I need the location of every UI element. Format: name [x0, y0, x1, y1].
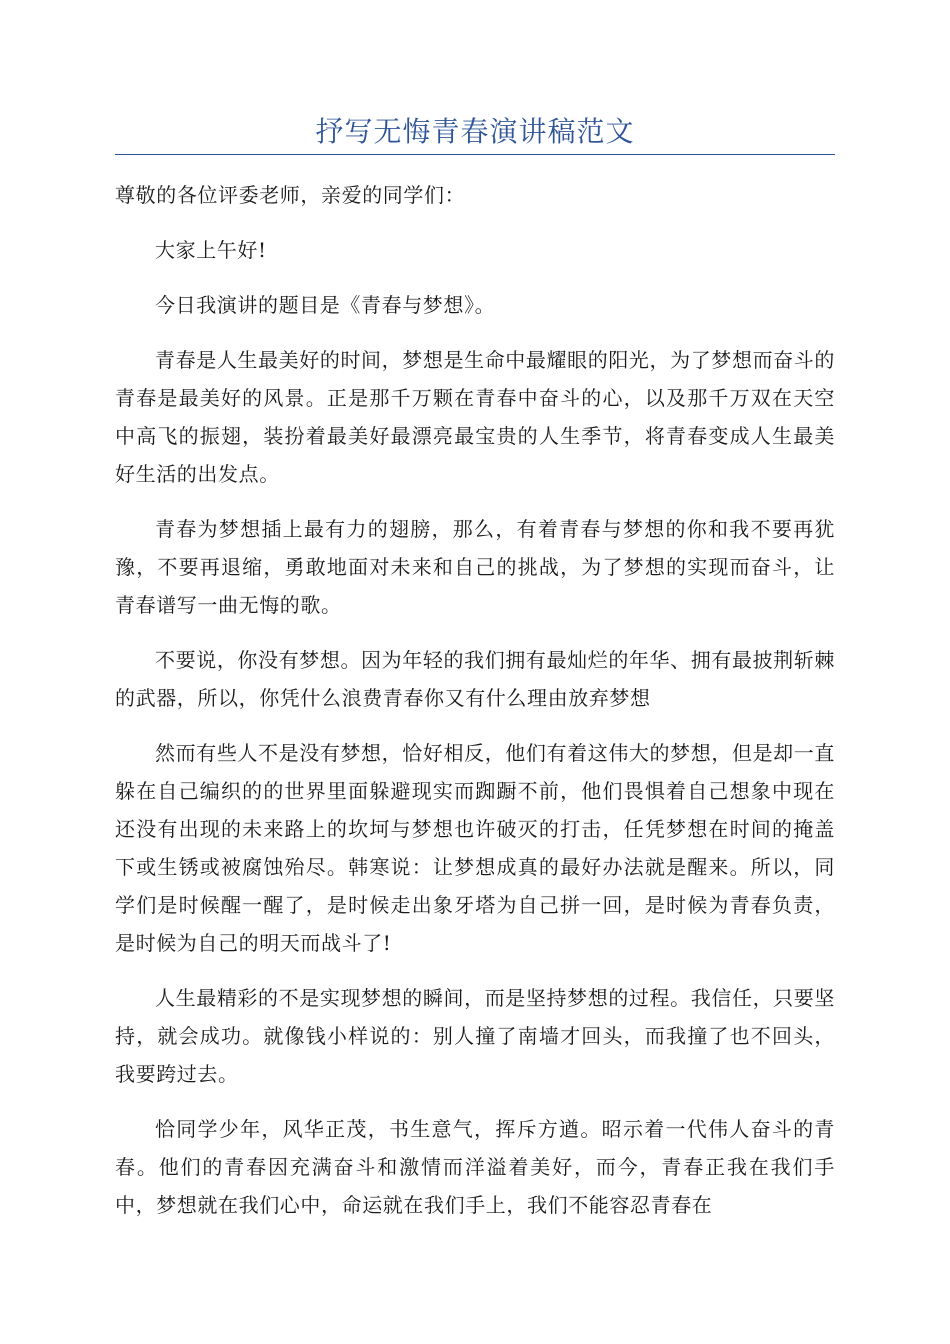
salutation: 尊敬的各位评委老师，亲爱的同学们：	[115, 183, 466, 207]
paragraph-8: 恰同学少年，风华正茂，书生意气，挥斥方遒。昭示着一代伟人奋斗的青春。他们的青春因充满奋斗和激情而洋溢着美好，而今，青春正我在我们手中，梦想就在我们心中，命运就在我们手上，我们不能容忍青春在	[115, 1117, 835, 1217]
document-title: 抒写无悔青春演讲稿范文	[315, 115, 635, 148]
paragraph-4: 青春为梦想插上最有力的翅膀，那么，有着青春与梦想的你和我不要再犹豫，不要再退缩，勇敢地面对未来和自己的挑战，为了梦想的实现而奋斗，让青春谱写一曲无悔的歌。	[115, 517, 835, 617]
document-body	[115, 176, 835, 1224]
paragraph-3: 青春是人生最美好的时间，梦想是生命中最耀眼的阳光，为了梦想而奋斗的青春是最美好的风景。正是那千万颗在青春中奋斗的心，以及那千万双在天空中高飞的振翅，装扮着最美好最漂亮最宝贵的人生季节，将青春变成人生最美好生活的出发点。	[115, 348, 835, 486]
paragraph-2: 今日我演讲的题目是《青春与梦想》。	[155, 293, 496, 317]
paragraph-1: 大家上午好!	[155, 238, 267, 262]
paragraph-7: 人生最精彩的不是实现梦想的瞬间，而是坚持梦想的过程。我信任，只要坚持，就会成功。就像钱小样说的：别人撞了南墙才回头，而我撞了也不回头，我要跨过去。	[115, 986, 835, 1086]
paragraph-5: 不要说，你没有梦想。因为年轻的我们拥有最灿烂的年华、拥有最披荆斩棘的武器，所以，你凭什么浪费青春你又有什么理由放弃梦想	[115, 648, 835, 710]
title-underline	[115, 154, 835, 155]
paragraph-6: 然而有些人不是没有梦想，恰好相反，他们有着这伟大的梦想，但是却一直躲在自己编织的的世界里面躲避现实而踟蹰不前，他们畏惧着自己想象中现在还没有出现的未来路上的坎坷与梦想也许破灭的打击，任凭梦想在时间的掩盖下或生锈或被腐蚀殆尽。韩寒说：让梦想成真的最好办法就是醒来。所以，同学们是时候醒一醒了，是时候走出象牙塔为自己拼一回，是时候为青春负责，是时候为自己的明天而战斗了!	[115, 741, 835, 955]
